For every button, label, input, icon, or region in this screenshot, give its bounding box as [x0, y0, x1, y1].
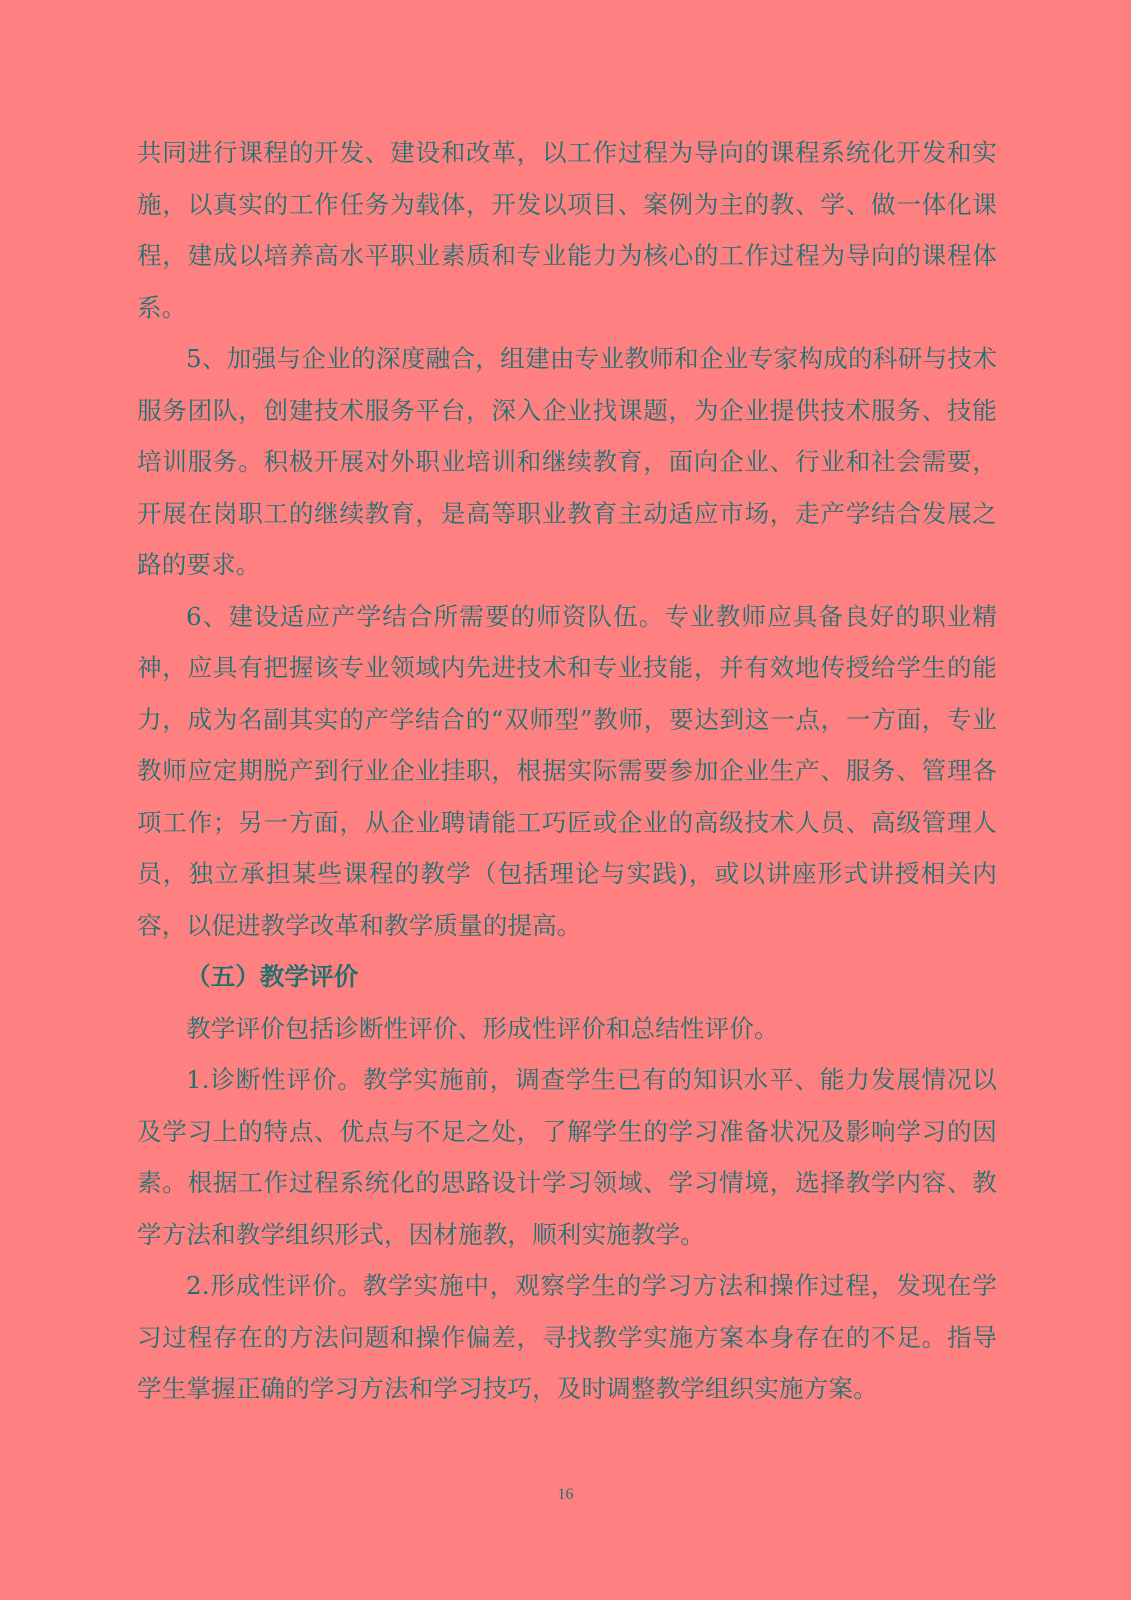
- paragraph-teaching-staff: 6、建设适应产学结合所需要的师资队伍。专业教师应具备良好的职业精神，应具有把握该专业领域内先进技术和专业技能，并有效地传授给学生的能力，成为名副其实的产学结合的“双师型”教师，要达到这一点，一方面，专业教师应定期脱产到行业企业挂职，根据实际需要参加企业生产、服务、管理各项工作；另一方面，从企业聘请能工巧匠或企业的高级技术人员、高级管理人员，独立承担某些课程的教学（包括理论与实践)，或以讲座形式讲授相关内容，以促进教学改革和教学质量的提高。: [137, 601, 997, 940]
- paragraph-course-development: 共同进行课程的开发、建设和改革，以工作过程为导向的课程系统化开发和实施，以真实的工作任务为载体，开发以项目、案例为主的教、学、做一体化课程，建成以培养高水平职业素质和专业能力为核心的工作过程为导向的课程体系。: [137, 138, 997, 322]
- section-heading-teaching-evaluation: （五）教学评价: [186, 962, 359, 991]
- paragraph-enterprise-integration: 5、加强与企业的深度融合，组建由专业教师和企业专家构成的科研与技术服务团队，创建技术服务平台，深入企业找课题，为企业提供技术服务、技能培训服务。积极开展对外职业培训和继续教育，面向企业、行业和社会需要，开展在岗职工的继续教育，是高等职业教育主动适应市场，走产学结合发展之路的要求。: [137, 344, 997, 579]
- document-page: [137, 127, 997, 1415]
- paragraph-formative-evaluation: 2.形成性评价。教学实施中，观察学生的学习方法和操作过程，发现在学习过程存在的方法问题和操作偏差，寻找教学实施方案本身存在的不足。指导学生掌握正确的学习方法和学习技巧，及时调整教学组织实施方案。: [137, 1271, 997, 1403]
- page-number: 16: [557, 1486, 574, 1503]
- paragraph-diagnostic-evaluation: 1.诊断性评价。教学实施前，调查学生已有的知识水平、能力发展情况以及学习上的特点、优点与不足之处，了解学生的学习准备状况及影响学习的因素。根据工作过程系统化的思路设计学习领域、学习情境，选择教学内容、教学方法和教学组织形式，因材施教，顺利实施教学。: [137, 1065, 997, 1249]
- paragraph-evaluation-overview: 教学评价包括诊断性评价、形成性评价和总结性评价。: [186, 1013, 779, 1043]
